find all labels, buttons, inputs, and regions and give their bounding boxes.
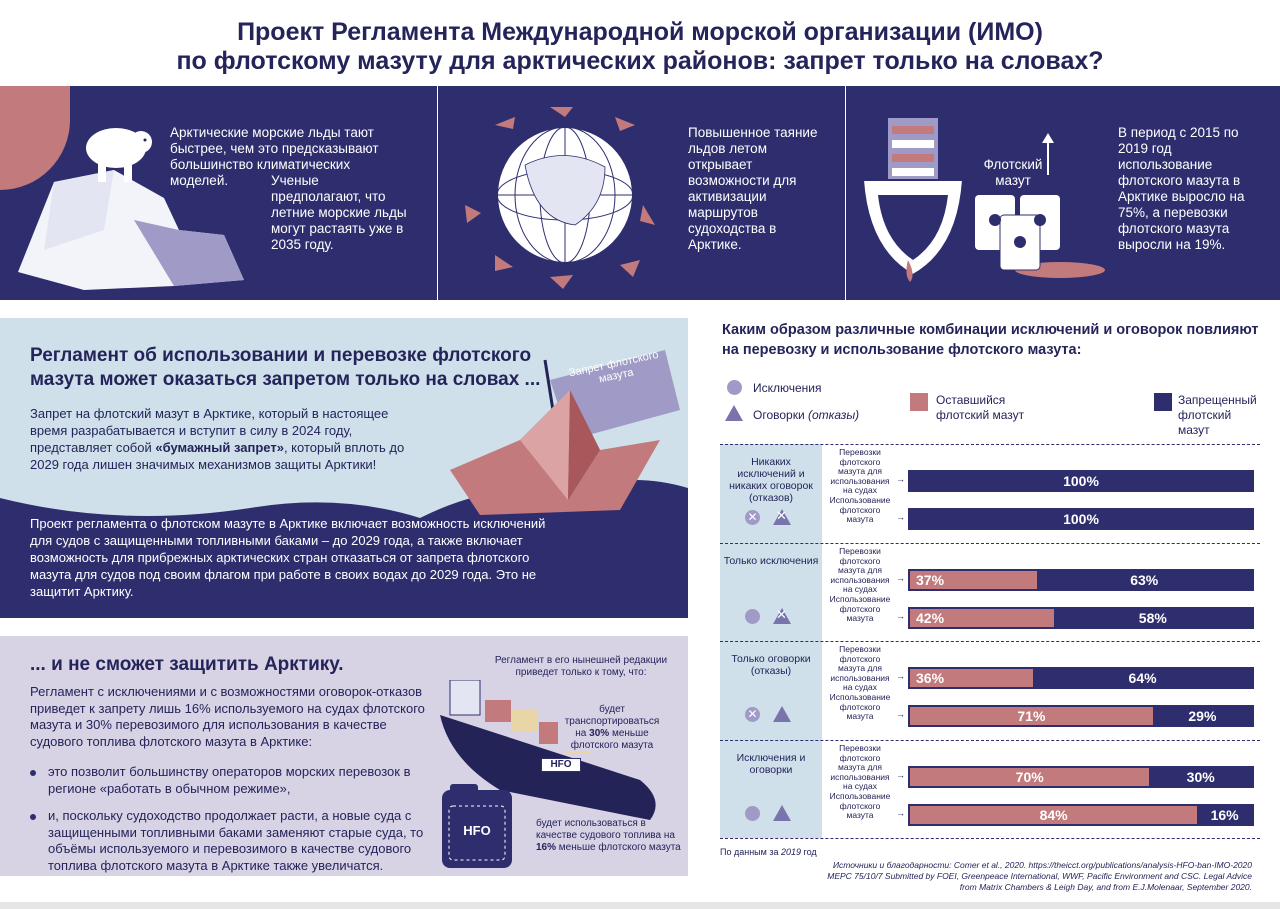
canister-hfo-tag: HFO xyxy=(463,823,491,838)
exceptions-crossed-icon: ✕ xyxy=(745,510,760,525)
oil-barrels-illustration xyxy=(970,190,1110,280)
panel1-paragraph-1 xyxy=(30,405,410,473)
legend-waivers-text: Оговорки xyxy=(753,408,808,422)
transport-note-percent: 30% xyxy=(589,728,610,739)
bullet-item-1 xyxy=(30,764,430,797)
banned-segment: 58% xyxy=(1054,609,1252,627)
banner-text-1a: Арктические морские льды тают быстрее, чем это предсказывают большинство климатических моделей. xyxy=(170,125,379,188)
tanker-ship-illustration xyxy=(858,100,968,290)
banned-segment: 16% xyxy=(1197,806,1252,824)
stacked-bar xyxy=(908,667,1254,689)
waivers-icon xyxy=(773,805,791,821)
panel2-intro: Регламент с исключениями и с возможностями оговорок-отказов приведет к запрету лишь 16% используемого на судах флотского мазута и 30% перевозимого для использования в качестве судового топлива флотского мазута в Арктике: xyxy=(30,684,425,749)
legend-exceptions: Исключения xyxy=(753,381,822,395)
exceptions-icon xyxy=(745,806,760,821)
bullet-item-2 xyxy=(30,808,430,874)
row-arrow-icon: → xyxy=(896,808,905,818)
group-divider xyxy=(720,444,1260,445)
waivers-icon xyxy=(773,706,791,722)
use-note-percent: 16% xyxy=(536,842,557,853)
data-note-year: 2019 xyxy=(780,847,801,857)
row-label: Перевозки флотского мазута для использования на судах xyxy=(830,447,890,495)
banned-segment: 100% xyxy=(910,510,1252,528)
globe-shipping-routes-illustration xyxy=(455,95,675,295)
legend-waivers xyxy=(753,408,859,423)
sources-text: Источники и благодарности: Comer et al., 2020. https://theicct.org/publications/analysis-HFO-ban-IMO-2020 MEPC 75/10/7 Submitted by FOEI, Greenpeace International, WWF, Pacific Environment and CSC. Legal Advice from Matrix Chambers & Leigh Day, and from E.J.Molenaar, September 2020. xyxy=(827,860,1252,892)
transport-note xyxy=(558,704,666,752)
banned-segment: 63% xyxy=(1037,571,1252,589)
row-label: Использование флотского мазута xyxy=(829,692,891,721)
use-note-text-b: меньше флотского мазута xyxy=(556,842,681,853)
row-arrow-icon: → xyxy=(896,474,905,484)
panel1-paragraph-2: Проект регламента о флотском мазуте в Арктике включает возможность исключений для судов с защищенными топливными баками – до 2029 года, а также включает возможность для прибрежных арктических стран отказаться от запрета флотского мазута для судов под своим флагом при работе в своих водах до 2029 года. Это не защитит Арктику. xyxy=(30,516,546,599)
panel2-heading: ... и не сможет защитить Арктику. xyxy=(30,654,344,675)
banned-segment: 29% xyxy=(1153,707,1252,725)
group-label: Никаких исключений и никаких оговорок (отказов) xyxy=(729,456,813,504)
stacked-bar xyxy=(908,470,1254,492)
cross-mark-icon: ✕ xyxy=(776,508,787,523)
data-note xyxy=(720,847,817,857)
paper-ban-emphasis: «бумажный запрет» xyxy=(155,440,284,455)
exceptions-legend-icon xyxy=(727,380,742,395)
remaining-segment: 71% xyxy=(910,707,1153,725)
group-label: Исключения и оговорки xyxy=(736,752,806,776)
exceptions-crossed-icon: ✕ xyxy=(745,707,760,722)
page-title xyxy=(0,18,1280,76)
legend-waivers-italic: (отказы) xyxy=(808,408,860,422)
stacked-bar xyxy=(908,705,1254,727)
row-label: Перевозки флотского мазута для использования на судах xyxy=(830,743,890,791)
row-arrow-icon: → xyxy=(896,770,905,780)
transport-note-text-a: будет транспортироваться на xyxy=(564,704,660,739)
data-note-text-a: По данным за xyxy=(720,847,781,857)
waivers-legend-icon xyxy=(725,405,743,421)
row-arrow-icon: → xyxy=(896,573,905,583)
remaining-segment: 37% xyxy=(910,571,1037,589)
remaining-segment: 84% xyxy=(910,806,1197,824)
up-arrow-icon xyxy=(1041,133,1055,175)
title-line-2: по флотскому мазуту для арктических районов: запрет только на словах? xyxy=(176,47,1104,75)
stacked-bar xyxy=(908,766,1254,788)
banner-divider xyxy=(437,86,438,300)
use-note-text-a: будет использоваться в качестве судового топлива на xyxy=(536,818,675,841)
use-note xyxy=(536,818,686,854)
group-divider xyxy=(720,543,1260,544)
stacked-bar xyxy=(908,607,1254,629)
banned-segment: 64% xyxy=(1033,669,1252,687)
panel1-text-b: , который вплоть до 2029 года лишен значимых механизмов защиты Арктики! xyxy=(30,440,405,472)
group-divider xyxy=(720,641,1260,642)
hfo-label: Флотский мазут xyxy=(983,157,1043,188)
bullet-text-2: и, поскольку судоходство продолжает расти, а новые суда с защищенными топливными баками заменяют старые суда, то объёмы используемого и перевозимого в качестве судового топлива флотского мазута в Арктике также увеличатся. xyxy=(48,808,424,873)
banned-segment: 30% xyxy=(1149,768,1252,786)
remaining-swatch xyxy=(910,393,928,411)
bullet-dot xyxy=(30,770,36,776)
panel1-heading: Регламент об использовании и перевозке флотского мазута может оказаться запретом только на словах ... xyxy=(30,345,541,390)
data-note-text-b: год xyxy=(801,847,817,857)
row-label: Перевозки флотского мазута для использования на судах xyxy=(830,546,890,594)
row-label: Перевозки флотского мазута для использования на судах xyxy=(830,644,890,692)
transport-note-text-b: меньше флотского мазута xyxy=(570,728,654,751)
remaining-segment: 36% xyxy=(910,669,1033,687)
row-label: Использование флотского мазута xyxy=(829,594,891,623)
banner-text-3: В период с 2015 по 2019 год использование флотского мазута в Арктике выросло на 75%, а перевозки флотского мазута выросли на 19%. xyxy=(1118,125,1245,252)
stacked-bar xyxy=(908,569,1254,591)
exceptions-icon xyxy=(745,609,760,624)
ban-flag-label: Запрет флотского мазута xyxy=(567,348,660,386)
banner-divider xyxy=(845,86,846,300)
legend-remaining: Оставшийся флотский мазут xyxy=(936,393,1025,422)
row-label: Использование флотского мазута xyxy=(829,791,891,820)
group-label: Только исключения xyxy=(723,555,819,567)
cross-mark-icon: ✕ xyxy=(776,607,787,622)
group-label: Только оговорки (отказы) xyxy=(731,653,811,677)
bullet-text-1: это позволит большинству операторов морских перевозок в регионе «работать в обычном режиме», xyxy=(48,764,411,796)
regulation-note: Регламент в его нынешней редакции приведет только к тому, что: xyxy=(494,655,668,678)
panel1-text-a: Запрет на флотский мазут в Арктике, который в настоящее время разрабатывается и вступит в силу в 2024 году, представляет собой xyxy=(30,406,389,455)
remaining-segment: 70% xyxy=(910,768,1149,786)
group-divider xyxy=(720,740,1260,741)
bullet-dot xyxy=(30,814,36,820)
row-arrow-icon: → xyxy=(896,611,905,621)
stacked-bar xyxy=(908,508,1254,530)
ship-hfo-tag: HFO xyxy=(541,758,581,772)
row-arrow-icon: → xyxy=(896,671,905,681)
banned-swatch xyxy=(1154,393,1172,411)
banner-text-1b: Ученые предполагают, что летние морские льды могут растаять уже в 2035 году. xyxy=(271,173,407,252)
banned-segment: 100% xyxy=(910,472,1252,490)
legend-banned: Запрещенный флотский мазут xyxy=(1178,393,1257,437)
banner-text-2: Повышенное таяние льдов летом открывает возможности для активизации маршрутов судоходства в Арктике. xyxy=(688,125,818,252)
row-arrow-icon: → xyxy=(896,512,905,522)
stacked-bar xyxy=(908,804,1254,826)
row-label: Использование флотского мазута xyxy=(829,495,891,524)
row-arrow-icon: → xyxy=(896,709,905,719)
group-divider xyxy=(720,838,1260,839)
remaining-segment: 42% xyxy=(910,609,1054,627)
title-line-1: Проект Регламента Международной морской организации (ИМО) xyxy=(237,18,1043,46)
chart-heading: Каким образом различные комбинации исключений и оговорок повлияют на перевозку и использование флотского мазута: xyxy=(722,322,1259,358)
bottom-bar xyxy=(0,902,1280,909)
